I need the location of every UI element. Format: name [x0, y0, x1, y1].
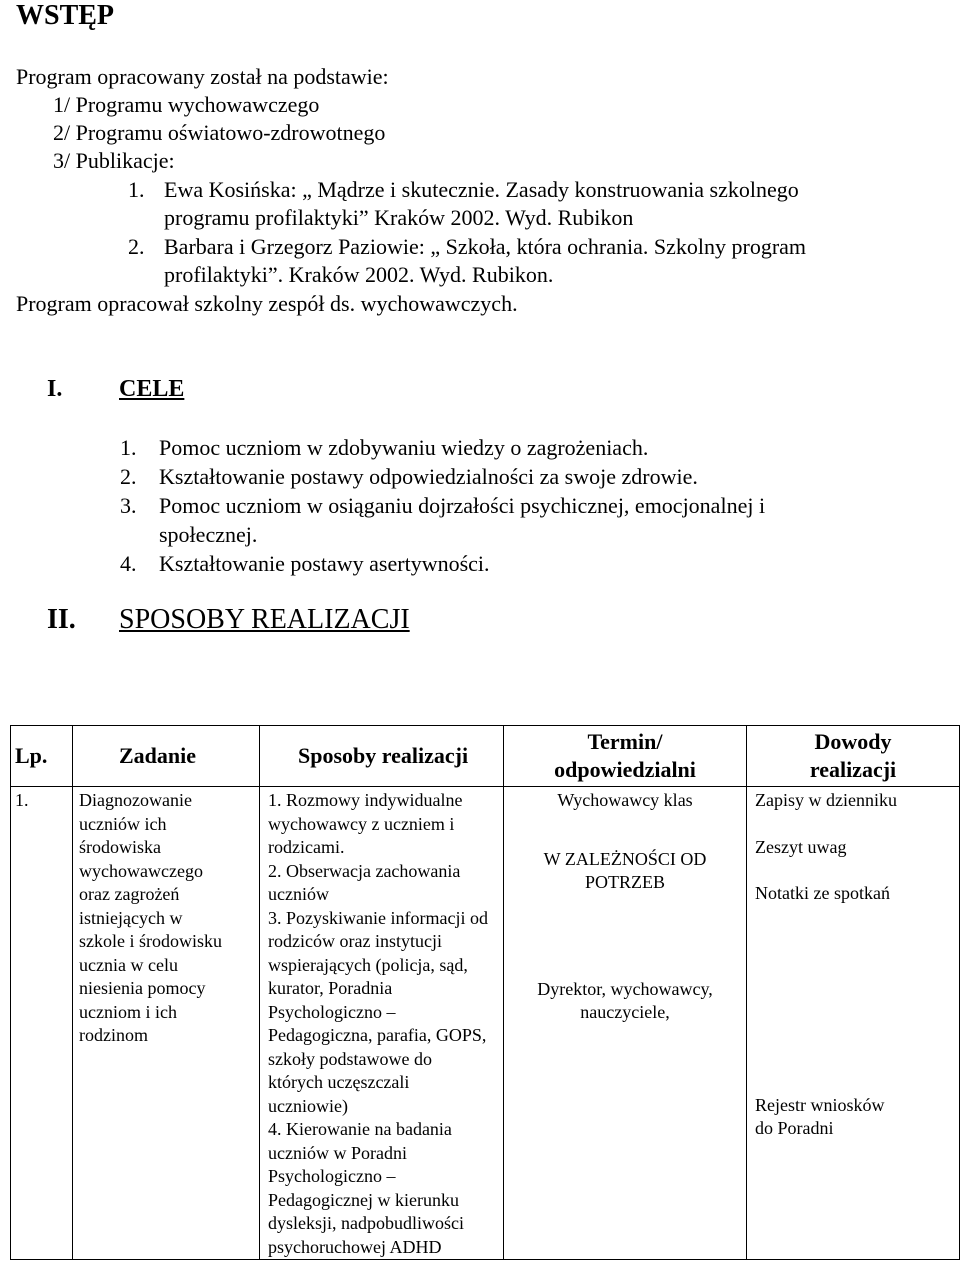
- header-zadanie: [73, 726, 260, 787]
- cell-line: wspierających (policja, sąd,: [268, 954, 468, 975]
- cell-line: oraz zagrożeń: [79, 884, 180, 904]
- cell-line: uczniów ich: [79, 813, 167, 834]
- header-termin-line: odpowiedzialni: [554, 757, 696, 782]
- cell-line: 3. Pozyskiwanie informacji od: [268, 907, 488, 928]
- intro-line: 1/ Programu wychowawczego: [53, 92, 320, 117]
- table-row: [11, 787, 960, 1260]
- cell-line: psychoruchowej ADHD: [268, 1236, 442, 1257]
- goal-text: społecznej.: [159, 522, 258, 547]
- table-header-row: [11, 726, 960, 787]
- header-sposoby-label: Sposoby realizacji: [298, 743, 469, 768]
- publication-text: Ewa Kosińska: „ Mądrze i skutecznie. Zasady konstruowania szkolnego: [164, 177, 799, 202]
- cell-line: rodzicami.: [268, 837, 345, 857]
- goal-number: 2.: [120, 464, 137, 489]
- cell-line: rodziców oraz instytucji: [268, 931, 442, 951]
- cell-line: uczniów w Poradni: [268, 1142, 407, 1163]
- cell-line: 2. Obserwacja zachowania: [268, 860, 461, 881]
- cell-line: szkole i środowisku: [79, 931, 222, 951]
- publication-number: 2.: [128, 234, 145, 259]
- cell-line: uczniowie): [268, 1095, 348, 1116]
- cell-line: środowiska: [79, 837, 161, 857]
- goal-number: 4.: [120, 551, 137, 576]
- goal-text: Pomoc uczniom w zdobywaniu wiedzy o zagrożeniach.: [159, 435, 649, 460]
- intro-line: 2/ Programu oświatowo-zdrowotnego: [53, 120, 386, 145]
- termin-text: POTRZEB: [584, 872, 665, 892]
- termin-text: Dyrektor, wychowawcy,: [537, 978, 713, 999]
- header-lp: [11, 726, 73, 787]
- author-line: Program opracował szkolny zespół ds. wychowawczych.: [16, 291, 518, 316]
- cell-dowody: [747, 787, 960, 1260]
- sposoby-lines: [260, 787, 503, 1259]
- termin-text: Wychowawcy klas: [557, 790, 693, 810]
- cell-line: uczniom i ich: [79, 1001, 177, 1022]
- section-title: CELE: [119, 376, 185, 402]
- dowody-text: Rejestr wniosków: [755, 1094, 885, 1115]
- dowody-text: Zapisy w dzienniku: [755, 790, 897, 810]
- cell-line: Pedagogiczna, parafia, GOPS,: [268, 1025, 487, 1045]
- header-zadanie-label: Zadanie: [119, 743, 197, 768]
- cell-line: Psychologiczno –: [268, 1166, 396, 1186]
- cell-line: dysleksji, nadpobudliwości: [268, 1213, 464, 1233]
- cell-line: istniejących w: [79, 907, 183, 928]
- cell-line: uczniów: [268, 884, 329, 904]
- publication-text: Barbara i Grzegorz Paziowie: „ Szkoła, która ochrania. Szkolny program: [164, 234, 807, 259]
- termin-text: W ZALEŻNOŚCI OD: [543, 848, 707, 869]
- cell-line: wychowawczego: [79, 860, 203, 881]
- goal-number: 1.: [120, 435, 137, 460]
- dowody-text: Notatki ze spotkań: [755, 883, 890, 903]
- publication-number: 1.: [128, 177, 145, 202]
- section-number: II.: [47, 604, 76, 635]
- cell-line: 4. Kierowanie na badania: [268, 1119, 452, 1139]
- termin-text: nauczyciele,: [580, 1002, 670, 1022]
- cell-zadanie: [73, 787, 260, 1260]
- cell-line: Pedagogicznej w kierunku: [268, 1189, 459, 1210]
- goal-text: Kształtowanie postawy odpowiedzialności za swoje zdrowie.: [159, 464, 698, 489]
- section-title: SPOSOBY REALIZACJI: [119, 604, 410, 635]
- cell-lp-text: 1.: [15, 790, 29, 810]
- section-number: I.: [47, 376, 63, 402]
- cell-termin: [504, 787, 747, 1260]
- header-sposoby: [260, 726, 504, 787]
- publication-text: programu profilaktyki” Kraków 2002. Wyd. Rubikon: [164, 205, 634, 230]
- intro-line: Program opracowany został na podstawie:: [16, 64, 389, 89]
- cell-lp: [11, 787, 73, 1260]
- cell-line: niesienia pomocy: [79, 978, 206, 998]
- header-lp-label: Lp.: [15, 743, 48, 768]
- cell-line: Diagnozowanie: [79, 790, 192, 810]
- intro-line: 3/ Publikacje:: [53, 148, 175, 173]
- page-heading: WSTĘP: [16, 0, 115, 31]
- header-termin-line: Termin/: [587, 729, 663, 754]
- goal-text: Pomoc uczniom w osiąganiu dojrzałości psychicznej, emocjonalnej i: [159, 493, 766, 518]
- cell-line: rodzinom: [79, 1025, 148, 1045]
- dowody-text: do Poradni: [755, 1118, 834, 1138]
- cell-line: Psychologiczno –: [268, 1001, 396, 1022]
- header-dowody: [747, 726, 960, 787]
- header-dowody-line: realizacji: [809, 757, 897, 782]
- header-dowody-line: Dowody: [814, 729, 892, 754]
- zadanie-lines: [73, 787, 259, 1048]
- goal-text: Kształtowanie postawy asertywności.: [159, 551, 490, 576]
- dowody-text: Zeszyt uwag: [755, 836, 847, 857]
- cell-line: szkoły podstawowe do: [268, 1048, 432, 1069]
- cell-line: których uczęszczali: [268, 1072, 410, 1092]
- cell-line: ucznia w celu: [79, 954, 178, 975]
- cell-sposoby: [260, 787, 504, 1260]
- realization-table: [10, 725, 960, 1260]
- cell-line: 1. Rozmowy indywidualne: [268, 790, 463, 810]
- cell-line: kurator, Poradnia: [268, 978, 393, 998]
- cell-line: wychowawcy z uczniem i: [268, 813, 455, 834]
- publication-text: profilaktyki”. Kraków 2002. Wyd. Rubikon.: [164, 262, 554, 287]
- goal-number: 3.: [120, 493, 137, 518]
- header-termin: [504, 726, 747, 787]
